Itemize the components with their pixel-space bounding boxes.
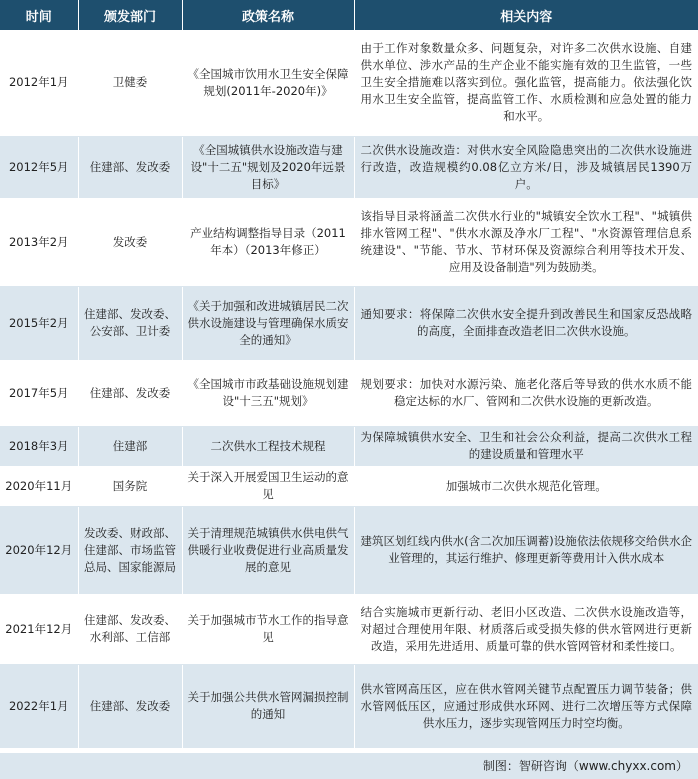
table-row [0, 466, 698, 506]
table-row [0, 286, 698, 360]
header-content: 相关内容 [354, 0, 698, 30]
cell-department: 住建部、发改委 [78, 136, 182, 198]
cell-time: 2021年12月 [0, 594, 78, 664]
source-footer [0, 753, 698, 779]
table-row [0, 360, 698, 426]
header-policy-name: 政策名称 [182, 0, 354, 30]
cell-department: 住建部、发改委、公安部、卫计委 [78, 286, 182, 360]
cell-time: 2020年11月 [0, 466, 78, 506]
table-row [0, 426, 698, 466]
cell-department: 国务院 [78, 466, 182, 506]
cell-time: 2012年1月 [0, 30, 78, 136]
cell-policy-name: 产业结构调整指导目录（2011年本）（2013年修正） [182, 198, 354, 286]
table-row [0, 664, 698, 748]
cell-policy-name: 关于加强城市节水工作的指导意见 [182, 594, 354, 664]
cell-policy-name: 二次供水工程技术规程 [182, 426, 354, 466]
cell-time: 2022年1月 [0, 664, 78, 748]
cell-policy-name: 《全国城市市政基础设施规划建设"十三五"规划》 [182, 360, 354, 426]
cell-time: 2013年2月 [0, 198, 78, 286]
cell-content: 结合实施城市更新行动、老旧小区改造、二次供水设施改造等，对超过合理使用年限、材质落后或受损失修的供水管网进行更新改造，采用先进适用、质量可靠的供水管网管材和柔性接口。 [354, 594, 698, 664]
cell-department: 住建部、发改委、水利部、工信部 [78, 594, 182, 664]
cell-content: 为保障城镇供水安全、卫生和社会公众利益，提高二次供水工程的建设质量和管理水平 [354, 426, 698, 466]
cell-content: 该指导目录将涵盖二次供水行业的"城镇安全饮水工程"、"城镇供排水管网工程"、"供水水源及净水厂工程"、"水资源管理信息系统建设"、"节能、节水、节材环保及资源综合利用等技术开发、应用及设备制造"列为鼓励类。 [354, 198, 698, 286]
cell-content: 建筑区划红线内供水(含二次加压调蓄)设施依法依规移交给供水企业管理的，其运行维护、修理更新等费用计入供水成本 [354, 506, 698, 594]
cell-policy-name: 关于清理规范城镇供水供电供气供暖行业收费促进行业高质量发展的意见 [182, 506, 354, 594]
cell-content: 二次供水设施改造：对供水安全风险隐患突出的二次供水设施进行改造，改造规模约0.08亿立方米/日，涉及城镇居民1390万户。 [354, 136, 698, 198]
table-row [0, 506, 698, 594]
cell-time: 2015年2月 [0, 286, 78, 360]
header-time: 时间 [0, 0, 78, 30]
cell-policy-name: 《全国城市饮用水卫生安全保障规划(2011年-2020年)》 [182, 30, 354, 136]
cell-department: 住建部、发改委 [78, 664, 182, 748]
cell-content: 通知要求：将保障二次供水安全提升到改善民生和国家反恐战略的高度，全面排查改造老旧二次供水设施。 [354, 286, 698, 360]
cell-department: 卫健委 [78, 30, 182, 136]
cell-content: 由于工作对象数量众多、问题复杂，对许多二次供水设施、自建供水单位、涉水产品的生产企业不能实施有效的卫生监管，一些卫生安全措施难以落实到位。强化监管，提高能力。依法强化饮用水卫生安全监管，提高监管工作、水质检测和应急处置的能力和水平。 [354, 30, 698, 136]
cell-policy-name: 关于加强公共供水管网漏损控制的通知 [182, 664, 354, 748]
cell-time: 2012年5月 [0, 136, 78, 198]
cell-content: 供水管网高压区，应在供水管网关键节点配置压力调节装备；供水管网低压区，应通过形成供水环网、进行二次增压等方式保障供水压力，逐步实现管网压力时空均衡。 [354, 664, 698, 748]
table-row [0, 30, 698, 136]
cell-policy-name: 关于深入开展爱国卫生运动的意见 [182, 466, 354, 506]
cell-content: 加强城市二次供水规范化管理。 [354, 466, 698, 506]
cell-department: 住建部、发改委 [78, 360, 182, 426]
cell-department: 发改委、财政部、住建部、市场监管总局、国家能源局 [78, 506, 182, 594]
cell-time: 2018年3月 [0, 426, 78, 466]
header-department: 颁发部门 [78, 0, 182, 30]
table-row [0, 594, 698, 664]
cell-time: 2017年5月 [0, 360, 78, 426]
cell-department: 发改委 [78, 198, 182, 286]
cell-content: 规划要求：加快对水源污染、施老化落后等导致的供水水质不能稳定达标的水厂、管网和二次供水设施的更新改造。 [354, 360, 698, 426]
cell-policy-name: 《全国城镇供水设施改造与建设"十二五"规划及2020年远景目标》 [182, 136, 354, 198]
source-credit: 制图：智研咨询（www.chyxx.com） [482, 759, 688, 773]
table-header-row [0, 0, 698, 30]
table-row [0, 198, 698, 286]
cell-policy-name: 《关于加强和改进城镇居民二次供水设施建设与管理确保水质安全的通知》 [182, 286, 354, 360]
table-row [0, 136, 698, 198]
cell-time: 2020年12月 [0, 506, 78, 594]
cell-department: 住建部 [78, 426, 182, 466]
